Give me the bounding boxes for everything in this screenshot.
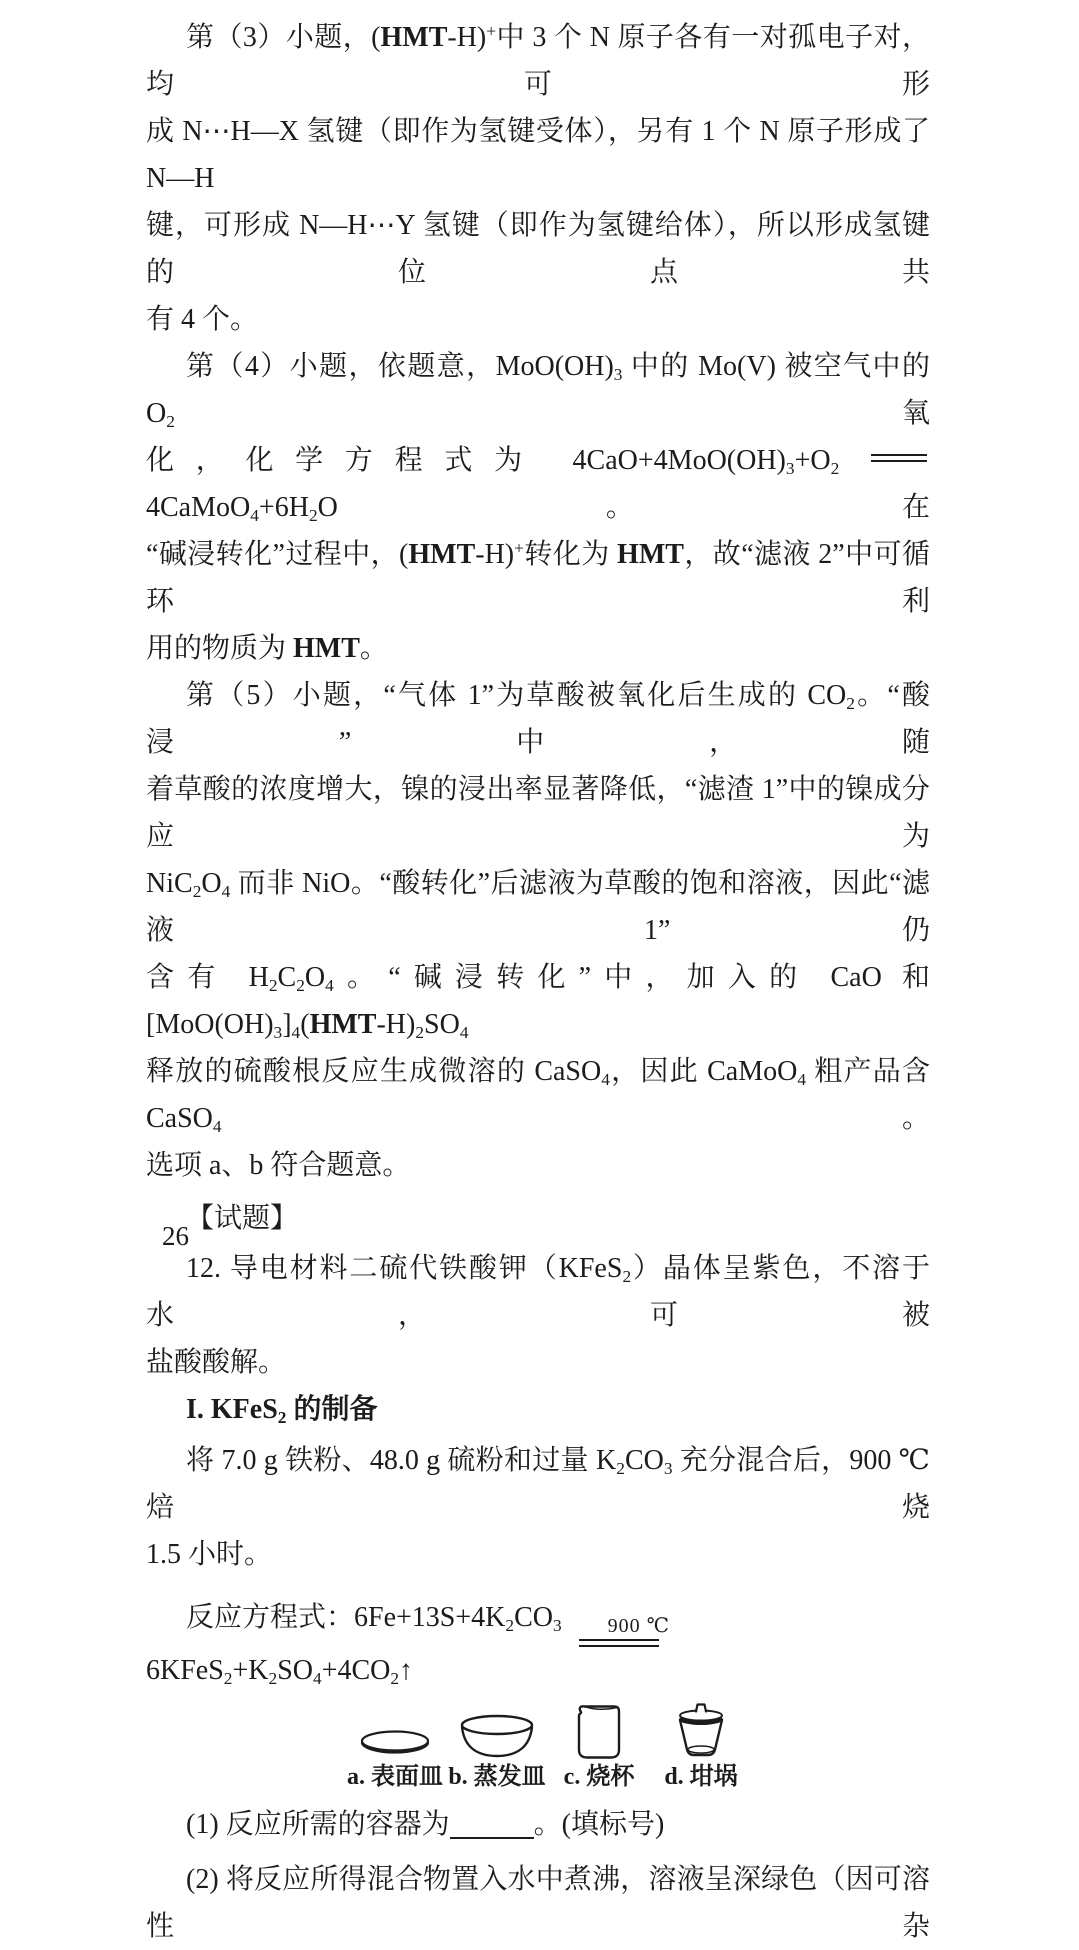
text-line: I. KFeS$_2$ 的制备 <box>186 1394 378 1427</box>
subscript: 3 <box>785 458 795 478</box>
text-line: 反应方程式：$6Fe+13S+4K_2CO_3$ 900 ℃ $6KFeS_2+K_2SO_4+4CO_2↑$ <box>146 1602 671 1688</box>
subscript: 2 <box>390 1668 400 1688</box>
text-line: 着草酸的浓度增大，镍的浸出率显著降低，“滤渣 1”中的镍成分应为 <box>146 774 930 852</box>
equipment-label: b. 蒸发皿 <box>448 1764 546 1790</box>
bold-text: HMT <box>617 539 684 570</box>
bold-text: HMT <box>293 633 360 664</box>
subscript: 2 <box>616 1458 625 1478</box>
subscript: 2 <box>830 458 840 478</box>
evaporating-dish-icon <box>458 1713 536 1760</box>
subscript: 4 <box>325 975 334 995</box>
text-line: 用的物质为 HMT。 <box>146 633 388 664</box>
subscript: 2 <box>415 1022 425 1042</box>
subscript: 2 <box>296 975 305 995</box>
subscript: 4 <box>291 1022 301 1042</box>
subscript: 4 <box>312 1668 322 1688</box>
text-line: 成 N⋯H—X 氢键（即作为氢键受体），另有 1 个 N 原子形成了 N—H <box>146 116 930 194</box>
text-line: 盐酸酸解。 <box>146 1347 287 1378</box>
subscript: 2 <box>192 881 202 901</box>
bold-text: HMT <box>309 1009 377 1040</box>
text-line: 含有 $H_2C_2O_4$。“碱浸转化”中，加入的 CaO 和 $[MoO(OH)_3]_4(HMT-H)_2SO_4$ <box>146 962 930 1042</box>
subscript: 2 <box>277 1407 287 1427</box>
document-body <box>146 14 930 1950</box>
text-line: 1.5 小时。 <box>146 1539 273 1570</box>
subscript: 2 <box>166 411 175 431</box>
equipment-figure-beaker <box>548 1702 650 1791</box>
text-line: 释放的硫酸根反应生成微溶的 CaSO$_4$，因此 CaMoO$_4$ 粗产品含 CaSO$_4$。 <box>146 1056 930 1136</box>
subscript: 4 <box>601 1069 610 1089</box>
subscript: 4 <box>797 1069 807 1089</box>
text-line: 有 4 个。 <box>146 304 259 335</box>
equipment-label: c. 烧杯 <box>563 1764 635 1790</box>
subscript: 3 <box>273 1022 283 1042</box>
equipment-figure-evaporating-dish <box>446 1713 548 1791</box>
text-line: 将 7.0 g 铁粉、48.0 g 硫粉和过量 $K_2CO_3$ 充分混合后，900 ℃焙烧 <box>146 1445 930 1523</box>
crucible-icon <box>673 1702 729 1760</box>
text-line: 12. 导电材料二硫代铁酸钾（KFeS$_2$）晶体呈紫色，不溶于水，可被 <box>146 1253 930 1331</box>
subscript: 2 <box>846 693 855 713</box>
page-number: 26 <box>162 1221 189 1251</box>
text-line: 键，可形成 N—H⋯Y 氢键（即作为氢键给体），所以形成氢键的位点共 <box>146 210 930 288</box>
text-block-top <box>146 14 930 1694</box>
condition-text: 900 ℃ <box>607 1615 671 1637</box>
subscript: 2 <box>268 975 278 995</box>
double-bond-line <box>579 1639 659 1647</box>
text-line: 第（5）小题，“气体 1”为草酸被氧化后生成的 $CO_2$。“酸浸”中，随 <box>146 680 930 758</box>
bold-text: HMT <box>408 539 476 570</box>
subscript: 3 <box>613 364 623 384</box>
subscript: 4 <box>221 881 231 901</box>
equipment-label: d. 坩埚 <box>664 1764 738 1790</box>
text-line: “碱浸转化”过程中，(HMT-H)+转化为 HMT，故“滤液 2”中可循环利 <box>146 538 930 617</box>
subscript: 2 <box>622 1266 632 1286</box>
beaker-icon <box>574 1702 624 1760</box>
subscript: 3 <box>552 1615 562 1635</box>
equipment-figure-row <box>344 1702 930 1791</box>
text-line: $NiC_2O_4$ 而非 NiO。“酸转化”后滤液为草酸的饱和溶液，因此“滤液 1”仍 <box>146 868 930 946</box>
subscript: 2 <box>308 505 318 525</box>
text-block-bottom <box>146 1801 930 1950</box>
text-line: 化，化学方程式为 $4CaO+4MoO(OH)_3+O_2$ $4CaMoO_4+6H_2O$。在 <box>146 445 930 525</box>
equipment-label: a. 表面皿 <box>347 1764 443 1790</box>
answer-blank <box>450 1807 534 1839</box>
text-line: (1) 反应所需的容器为 。(填标号) <box>186 1809 665 1840</box>
double-bond-line <box>871 454 927 462</box>
subscript: 4 <box>459 1022 469 1042</box>
text-line: 第（4）小题，依题意，$MoO(OH)_3$ 中的 Mo(V) 被空气中的 $O_2$ 氧 <box>146 351 930 431</box>
equipment-figure-crucible <box>650 1702 752 1791</box>
subscript: 2 <box>223 1668 233 1688</box>
subscript: 4 <box>250 505 259 525</box>
equipment-figure-watch-glass <box>344 1726 446 1791</box>
subscript: 4 <box>212 1116 222 1136</box>
subscript: 3 <box>663 1458 673 1478</box>
text-line: 【试题】 <box>186 1203 299 1234</box>
reaction-condition <box>568 1616 670 1647</box>
subscript: 2 <box>505 1615 515 1635</box>
watch-glass-icon <box>357 1726 433 1760</box>
text-line: (2) 将反应所得混合物置入水中煮沸，溶液呈深绿色（因可溶性杂 <box>146 1864 930 1942</box>
superscript: + <box>514 538 524 558</box>
subscript: 2 <box>268 1668 278 1688</box>
text-line: 选项 a、b 符合题意。 <box>146 1150 411 1181</box>
superscript: + <box>486 21 497 41</box>
bold-text: HMT <box>380 22 448 53</box>
text-line: 第（3）小题，(HMT-H)+中 3 个 N 原子各有一对孤电子对，均可形 <box>146 21 930 100</box>
